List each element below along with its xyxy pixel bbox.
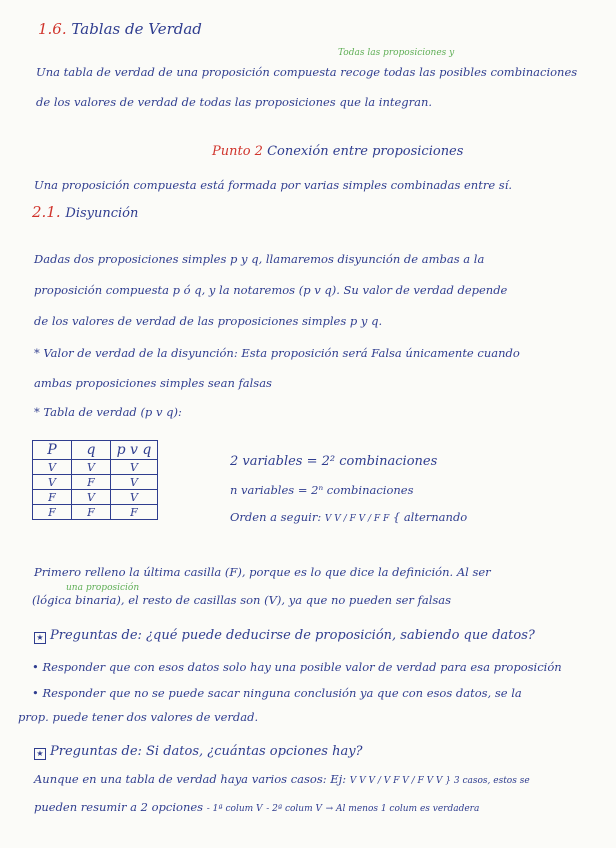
- summary-conclusion: → Al menos 1 colum es verdadera: [325, 804, 480, 814]
- section-number: 2.1.: [32, 203, 61, 221]
- summary-option: - 2ª colum V: [266, 804, 322, 814]
- section-title: Disyunción: [65, 206, 139, 221]
- table-cell: V: [111, 475, 158, 490]
- text-line: de los valores de verdad de todas las proposiciones que la integran.: [36, 95, 433, 109]
- table-row: [33, 505, 158, 520]
- order-label: Orden a seguir:: [230, 510, 322, 524]
- text-line: Primero relleno la última casilla (F), porque es lo que dice la definición. Al ser: [34, 565, 491, 579]
- example-text: Aunque en una tabla de verdad haya varios casos: Ej:: [34, 772, 347, 786]
- summary-option: - 1ª colum V: [206, 804, 263, 814]
- text-line: * Valor de verdad de la disyunción: Esta proposición será Falsa únicamente cuando: [34, 346, 520, 360]
- order-values: V V / F V / F F: [324, 514, 390, 524]
- punto-2-heading: [212, 145, 463, 159]
- table-cell: F: [72, 475, 111, 490]
- text-line: [34, 772, 530, 788]
- text-line: proposición compuesta p ó q, y la notaremos (p v q). Su valor de verdad depende: [34, 283, 508, 297]
- table-row: [33, 460, 158, 475]
- text-line: • Responder que no se puede sacar ninguna conclusión ya que con esos datos, se la: [32, 686, 522, 700]
- section-title: Tablas de Verdad: [71, 20, 202, 38]
- table-cell: F: [33, 505, 72, 520]
- order-line: [230, 510, 467, 526]
- table-row: [33, 475, 158, 490]
- text-line: [34, 800, 479, 816]
- text-line: Una tabla de verdad de una proposición compuesta recoge todas las posibles combinaciones: [36, 65, 578, 79]
- table-cell: V: [111, 460, 158, 475]
- variables-line: n variables = 2ⁿ combinaciones: [230, 483, 414, 497]
- table-cell: F: [72, 505, 111, 520]
- margin-note: una proposición: [66, 583, 140, 593]
- text-line: • Responder que con esos datos solo hay una posible valor de verdad para esa proposición: [32, 660, 562, 674]
- section-number: 1.6.: [38, 20, 67, 38]
- text-line: de los valores de verdad de las proposiciones simples p y q.: [34, 314, 383, 328]
- question-heading: [34, 629, 535, 644]
- section-2-1-heading: [32, 205, 138, 221]
- table-cell: V: [33, 460, 72, 475]
- table-header: P: [33, 441, 72, 460]
- table-cell: V: [111, 490, 158, 505]
- text-line: (lógica binaria), el resto de casillas son (V), ya que no pueden ser falsas: [32, 593, 452, 607]
- truth-table: [32, 440, 158, 520]
- text-line: Una proposición compuesta está formada por varias simples combinadas entre sí.: [34, 178, 513, 192]
- question-text: Preguntas de: Si datos, ¿cuántas opciones hay?: [50, 744, 363, 759]
- star-box-icon: ★: [34, 748, 46, 760]
- table-cell: F: [111, 505, 158, 520]
- star-box-icon: ★: [34, 632, 46, 644]
- question-text: Preguntas de: ¿qué puede deducirse de proposición, sabiendo que datos?: [50, 628, 535, 643]
- table-header: q: [72, 441, 111, 460]
- variables-line: 2 variables = 2² combinaciones: [230, 454, 438, 469]
- table-cell: V: [72, 460, 111, 475]
- table-cell: F: [33, 490, 72, 505]
- order-note: { alternando: [392, 510, 468, 524]
- text-line: * Tabla de verdad (p v q):: [34, 405, 182, 419]
- punto-label: Punto 2: [212, 144, 263, 159]
- margin-note: Todas las proposiciones y: [338, 48, 455, 58]
- text-line: prop. puede tener dos valores de verdad.: [18, 710, 259, 724]
- table-header-row: [33, 441, 158, 460]
- punto-title: Conexión entre proposiciones: [267, 144, 464, 159]
- table-cell: V: [72, 490, 111, 505]
- example-values: V V V / V F V / F V V } 3 casos, estos se: [349, 776, 530, 786]
- text-line: ambas proposiciones simples sean falsas: [34, 376, 272, 390]
- question-heading: [34, 745, 363, 760]
- text-line: Dadas dos proposiciones simples p y q, llamaremos disyunción de ambas a la: [34, 252, 485, 266]
- section-1-6-heading: [38, 22, 202, 36]
- summary-text: pueden resumir a 2 opciones: [34, 800, 204, 814]
- table-cell: V: [33, 475, 72, 490]
- table-row: [33, 490, 158, 505]
- table-header: p v q: [111, 441, 158, 460]
